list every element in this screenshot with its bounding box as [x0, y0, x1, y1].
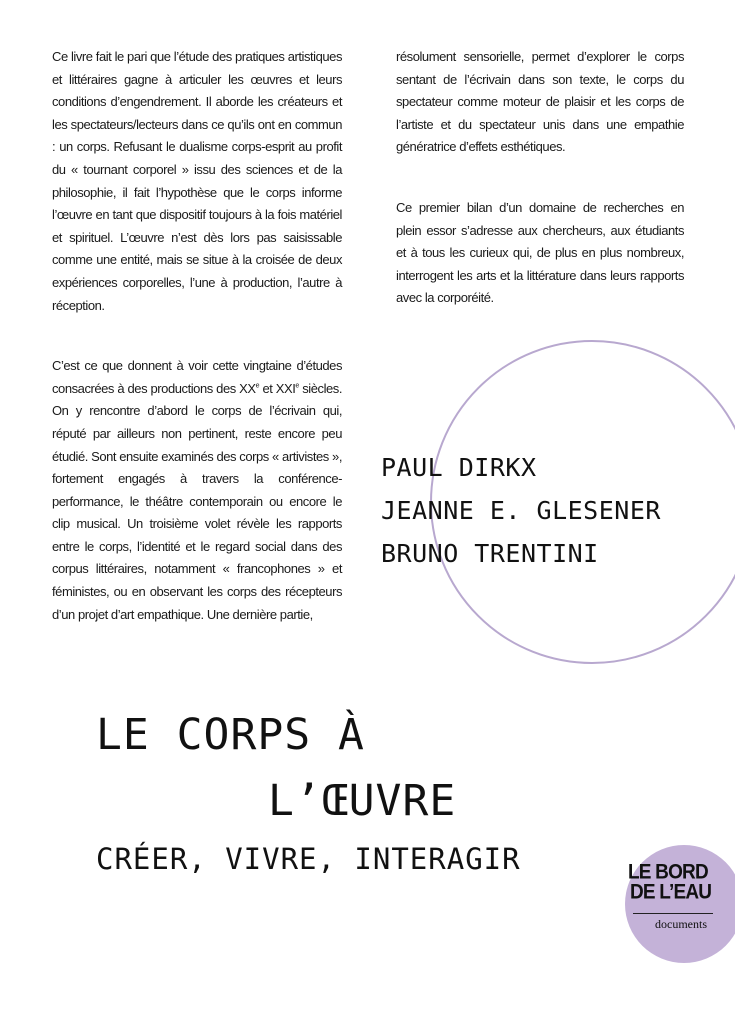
blurb-paragraph-1: Ce livre fait le pari que l’étude des pratiques artistiques et littéraires gagne à articuler les œuvres et leurs conditions d’engendrement. Il aborde les créateurs et les spectateurs/lecteurs dans ce qu’ils ont en commun : un corps. Refusant le dualisme corps-esprit au profit du « tournant corporel » issu des sciences et de la philosophie, il fait l’hypothèse que le corps informe l’œuvre en tant que dispositif toujours à la fois matériel et spirituel. L’œuvre n’est dès lors pas saisissable comme une entité, mais se situe à la croisée de deux expériences corporelles, l’une à production, l’autre à réception.: [52, 49, 342, 313]
publisher-logo: [625, 845, 735, 963]
publisher-name-line-2: DE L’EAU: [630, 880, 712, 905]
blurb-paragraph-2: C’est ce que donnent à voir cette vingtaine d’études consacrées à des productions des XXe et XXIe siècles. On y rencontre d’abord le corps de l’écrivain qui, réputé par ailleurs non pertinent, reste encore peu étudié. Sont ensuite examinés des corps « artivistes », fortement engagés à travers la conférence-performance, le théâtre contemporain ou encore le clip musical. Un troisième volet révèle les rapports entre le corps, l’identité et le regard social dans des corpus littéraires, notamment « francophones » et féministes, ou en observant les corps des récepteurs d’un projet d’art empathique. Une dernière partie,: [52, 358, 342, 622]
author-name: BRUNO TRENTINI: [381, 539, 599, 568]
author-name: JEANNE E. GLESENER: [381, 496, 661, 525]
book-title: [96, 702, 456, 834]
publisher-name-line-1: LE BORD: [628, 860, 708, 885]
author-list: [381, 446, 661, 575]
logo-divider: [633, 913, 713, 914]
collection-name: documents: [655, 917, 707, 931]
author-name: PAUL DIRKX: [381, 453, 537, 482]
book-subtitle: CRÉER, VIVRE, INTERAGIR: [96, 842, 521, 876]
book-title-line-2: L’ŒUVRE: [268, 776, 457, 826]
blurb-right-column: [396, 46, 684, 348]
blurb-paragraph-4: Ce premier bilan d’un domaine de recherches en plein essor s’adresse aux chercheurs, aux étudiants et à tous les curieux qui, de plus en plus nombreux, interrogent les arts et la littérature dans leurs rapports avec la corporéité.: [396, 199, 684, 306]
blurb-left-column: [52, 46, 342, 664]
blurb-paragraph-3: résolument sensorielle, permet d’explorer le corps sentant de l’écrivain dans son texte, le corps du spectateur comme moteur de plaisir et les corps de l’artiste et du spectateur unis dans une empathie génératrice d’effets esthétiques.: [396, 49, 684, 155]
book-title-line-1: LE CORPS À: [96, 710, 365, 760]
